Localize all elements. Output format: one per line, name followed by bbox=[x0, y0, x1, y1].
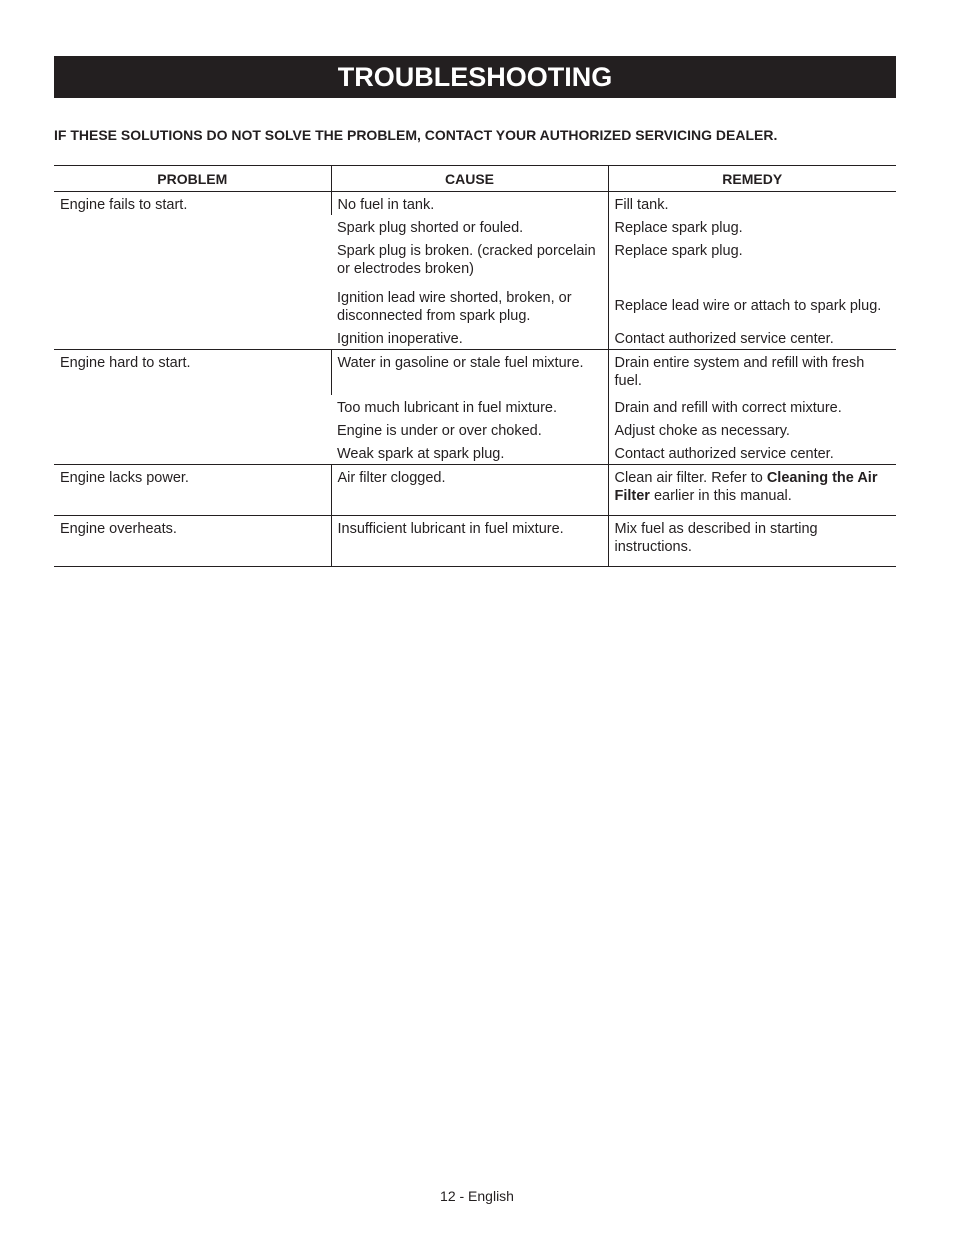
troubleshooting-table bbox=[54, 165, 896, 567]
cause-cell bbox=[331, 283, 608, 326]
table-row bbox=[54, 350, 896, 396]
remedy-cell: Fill tank. bbox=[608, 192, 896, 216]
remedy-cell: Contact authorized service center. bbox=[608, 441, 896, 465]
cause-cell: Ignition inoperative. bbox=[331, 326, 608, 350]
cause-cell: Air filter clogged. bbox=[331, 465, 608, 516]
remedy-cell: Adjust choke as necessary. bbox=[608, 418, 896, 441]
header-cause: CAUSE bbox=[331, 166, 608, 192]
problem-cell: Engine fails to start. bbox=[54, 192, 331, 350]
remedy-cell bbox=[608, 283, 896, 326]
remedy-text: Replace lead wire or attach to spark plug. bbox=[614, 298, 882, 314]
problem-cell: Engine lacks power. bbox=[54, 465, 331, 516]
cause-cell: Water in gasoline or stale fuel mixture. bbox=[331, 350, 608, 396]
cause-text: Ignition lead wire shorted, broken, or disconnected from spark plug. bbox=[337, 290, 572, 324]
title-bar bbox=[54, 56, 896, 98]
remedy-cell bbox=[608, 465, 896, 516]
header-problem: PROBLEM bbox=[54, 166, 331, 192]
cause-cell: Spark plug shorted or fouled. bbox=[337, 220, 524, 236]
remedy-text: earlier in this manual. bbox=[649, 488, 792, 504]
remedy-text: Clean air filter. Refer to bbox=[614, 470, 767, 486]
cause-cell: Insufficient lubricant in fuel mixture. bbox=[331, 516, 608, 567]
table-row bbox=[54, 465, 896, 516]
cause-cell: Engine is under or over choked. bbox=[337, 423, 542, 439]
remedy-cell: Mix fuel as described in starting instructions. bbox=[608, 516, 896, 567]
table-row bbox=[54, 516, 896, 567]
remedy-cell: Replace spark plug. bbox=[608, 215, 896, 238]
remedy-cell: Replace spark plug. bbox=[608, 238, 896, 283]
page-footer: 12 - English bbox=[440, 1188, 514, 1204]
problem-cell: Engine overheats. bbox=[54, 516, 331, 567]
table-row bbox=[54, 192, 896, 216]
manual-section-reference: Cleaning the Air Filter bbox=[614, 470, 878, 504]
remedy-cell: Drain and refill with correct mixture. bbox=[608, 395, 896, 418]
remedy-cell: Contact authorized service center. bbox=[608, 326, 896, 350]
page-title: TROUBLESHOOTING bbox=[337, 61, 613, 92]
problem-cell: Engine hard to start. bbox=[54, 350, 331, 465]
cause-cell: No fuel in tank. bbox=[331, 192, 608, 216]
remedy-cell: Drain entire system and refill with fresh fuel. bbox=[608, 350, 896, 396]
service-notice: IF THESE SOLUTIONS DO NOT SOLVE THE PROBLEM, CONTACT YOUR AUTHORIZED SERVICING DEALER. bbox=[54, 127, 778, 143]
cause-cell: Too much lubricant in fuel mixture. bbox=[337, 400, 558, 416]
table-header-row bbox=[54, 166, 896, 192]
cause-cell: Weak spark at spark plug. bbox=[331, 441, 608, 465]
cause-cell: Spark plug is broken. (cracked porcelain or electrodes broken) bbox=[337, 243, 596, 277]
header-remedy: REMEDY bbox=[608, 166, 896, 192]
